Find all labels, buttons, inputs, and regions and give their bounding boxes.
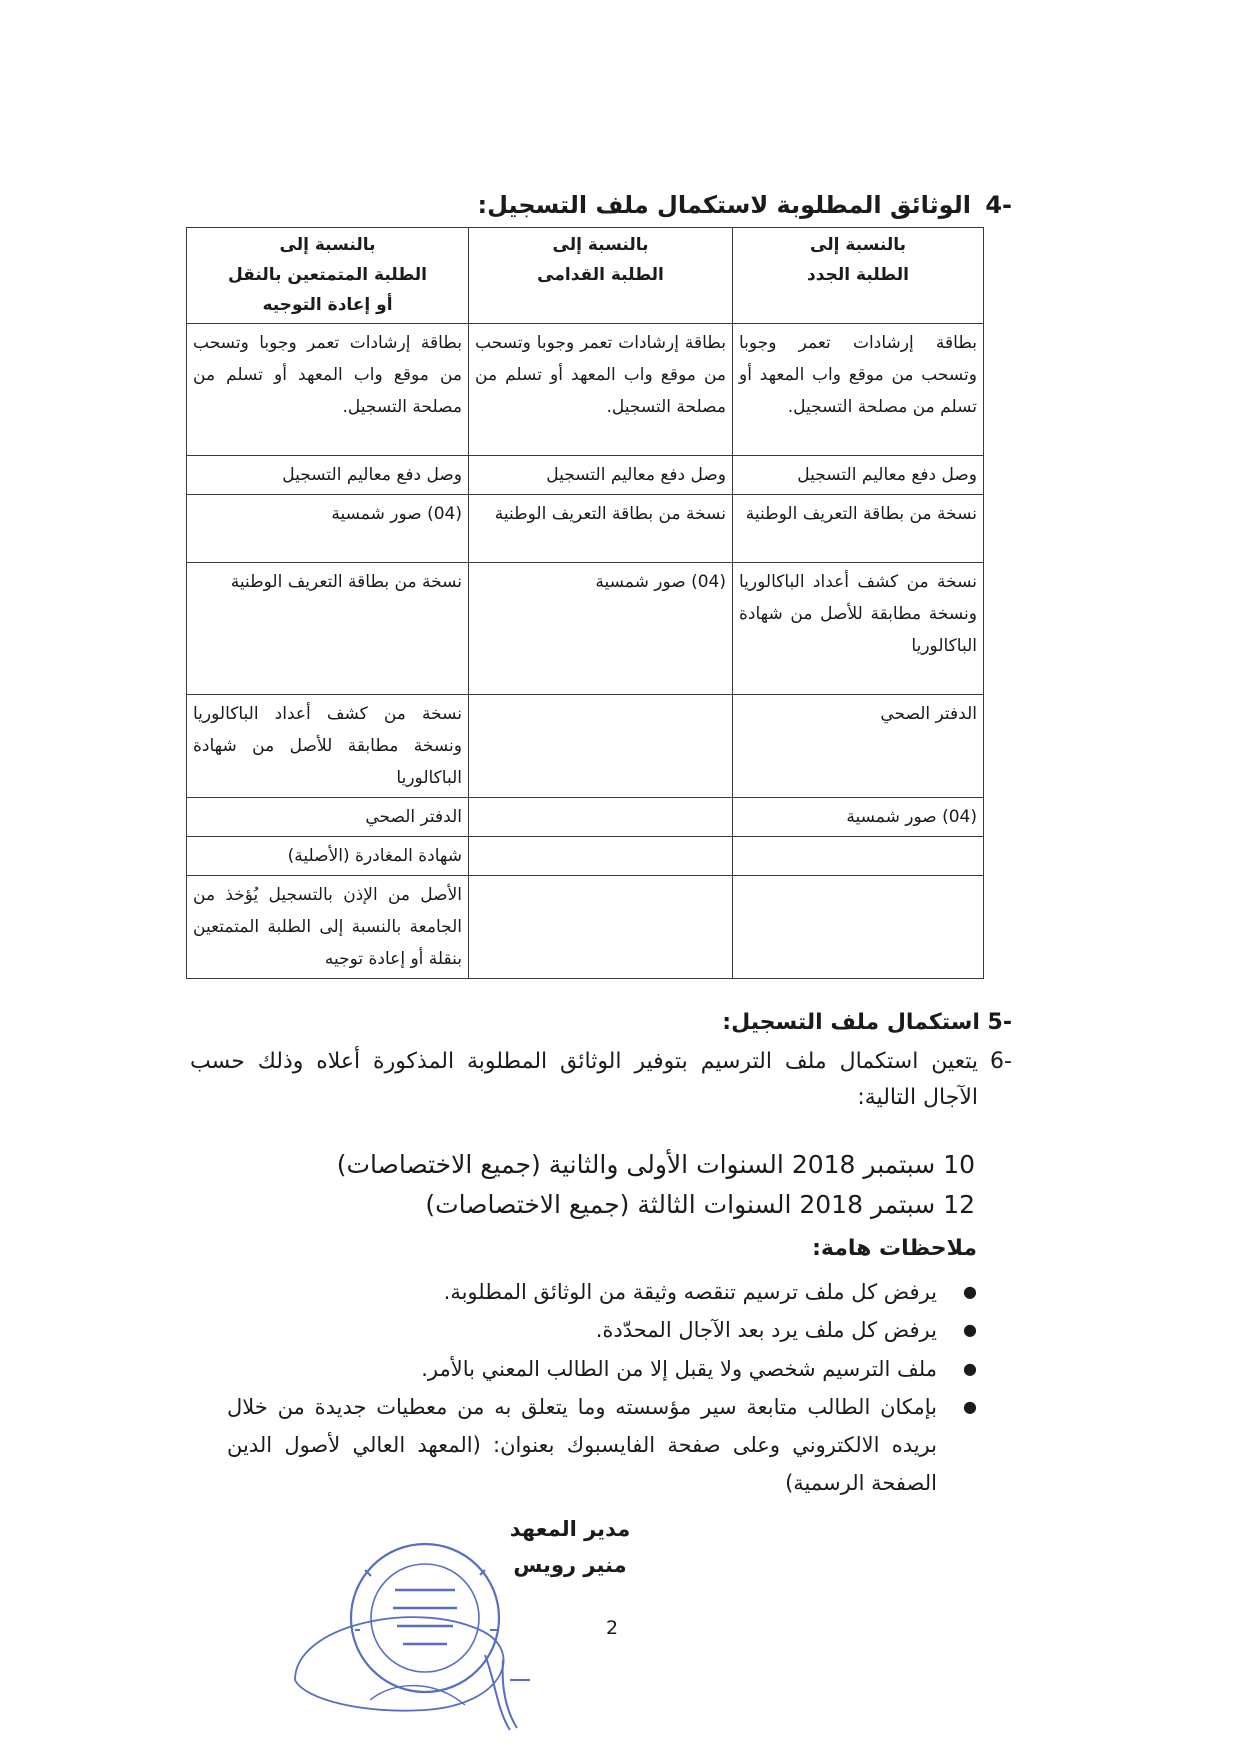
- list-item: [227, 1273, 977, 1311]
- table-cell: الدفتر الصحي: [733, 695, 984, 798]
- table-cell: نسخة من بطاقة التعريف الوطنية: [469, 495, 733, 563]
- table-cell: الأصل من الإذن بالتسجيل يُؤخذ من الجامعة بالنسبة إلى الطلبة المتمتعين بنقلة أو إعادة توجيه: [187, 876, 469, 979]
- table-cell: [469, 798, 733, 837]
- table-row: [187, 563, 984, 695]
- header-line: بالنسبة إلى: [810, 235, 906, 255]
- table-cell: بطاقة إرشادات تعمر وجوبا وتسحب من موقع واب المعهد أو تسلم من مصلحة التسجيل.: [733, 324, 984, 456]
- director-title: مدير المعهد: [509, 1517, 631, 1541]
- section-4-number: -4: [985, 191, 1012, 219]
- table-cell: (04) صور شمسية: [187, 495, 469, 563]
- section-6-paragraph: [190, 1044, 1012, 1116]
- table-cell: (04) صور شمسية: [469, 563, 733, 695]
- deadline-line: 12 سبتمر 2018 السنوات الثالثة (جميع الاختصاصات): [425, 1190, 975, 1219]
- note-text: يرفض كل ملف يرد بعد الآجال المحدّدة.: [595, 1318, 937, 1342]
- table-cell: نسخة من كشف أعداد الباكالوريا ونسخة مطابقة للأصل من شهادة الباكالوريا: [733, 563, 984, 695]
- table-row: [187, 876, 984, 979]
- table-cell: [733, 837, 984, 876]
- table-row: [187, 456, 984, 495]
- table-cell: وصل دفع معاليم التسجيل: [187, 456, 469, 495]
- table-cell: وصل دفع معاليم التسجيل: [733, 456, 984, 495]
- page-number: 2: [606, 1617, 619, 1639]
- table-cell: شهادة المغادرة (الأصلية): [187, 837, 469, 876]
- director-name: منير رويس: [513, 1553, 627, 1577]
- header-returning-students: [469, 228, 733, 324]
- table-header-row: [187, 228, 984, 324]
- header-line: الطلبة الجدد: [807, 265, 909, 285]
- section-4-heading: [478, 188, 1012, 222]
- notes-heading: ملاحظات هامة:: [812, 1236, 977, 1261]
- header-line: الطلبة القدامى: [537, 265, 664, 285]
- notes-list: [227, 1273, 977, 1502]
- table-cell: [469, 876, 733, 979]
- table-cell: وصل دفع معاليم التسجيل: [469, 456, 733, 495]
- table-cell: [733, 876, 984, 979]
- header-new-students: [733, 228, 984, 324]
- table-row: [187, 695, 984, 798]
- section-5-heading: [722, 1005, 1012, 1041]
- table-cell: (04) صور شمسية: [733, 798, 984, 837]
- table-cell: نسخة من بطاقة التعريف الوطنية: [187, 563, 469, 695]
- table-cell: [469, 695, 733, 798]
- header-line: أو إعادة التوجيه: [262, 295, 393, 315]
- list-item: [227, 1350, 977, 1388]
- list-item: [227, 1388, 977, 1502]
- table-cell: بطاقة إرشادات تعمر وجوبا وتسحب من موقع واب المعهد أو تسلم من مصلحة التسجيل.: [187, 324, 469, 456]
- bullet-icon: ●: [963, 1359, 977, 1378]
- note-text: بإمكان الطالب متابعة سير مؤسسته وما يتعلق به من معطيات جديدة من خلال بريده الالكتروني وعلى صفحة الفايسبوك بعنوان: (المعهد العالي لأصول الدين الصفحة الرسمية): [227, 1395, 937, 1495]
- table-row: [187, 324, 984, 456]
- section-4-title: الوثائق المطلوبة لاستكمال ملف التسجيل:: [477, 191, 971, 219]
- table-cell: نسخة من كشف أعداد الباكالوريا ونسخة مطابقة للأصل من شهادة الباكالوريا: [187, 695, 469, 798]
- table-cell: بطاقة إرشادات تعمر وجوبا وتسحب من موقع واب المعهد أو تسلم من مصلحة التسجيل.: [469, 324, 733, 456]
- section-5-number: -5: [987, 1010, 1012, 1035]
- official-stamp-icon: [275, 1530, 545, 1740]
- note-text: يرفض كل ملف ترسيم تنقصه وثيقة من الوثائق المطلوبة.: [443, 1280, 937, 1304]
- table-row: [187, 837, 984, 876]
- deadline-line: 10 سبتمبر 2018 السنوات الأولى والثانية (جميع الاختصاصات): [336, 1150, 975, 1179]
- header-line: الطلبة المتمتعين بالنقل: [227, 265, 427, 285]
- section-5-title: استكمال ملف التسجيل:: [722, 1010, 980, 1035]
- table-cell: نسخة من بطاقة التعريف الوطنية: [733, 495, 984, 563]
- table-cell: الدفتر الصحي: [187, 798, 469, 837]
- note-text: ملف الترسيم شخصي ولا يقبل إلا من الطالب المعني بالأمر.: [421, 1357, 937, 1381]
- table-cell: [469, 837, 733, 876]
- section-6-number: -6: [990, 1049, 1012, 1074]
- header-line: بالنسبة إلى: [552, 235, 649, 255]
- list-item: [227, 1311, 977, 1349]
- header-transfer-students: [187, 228, 469, 324]
- table-row: [187, 495, 984, 563]
- bullet-icon: ●: [963, 1397, 977, 1416]
- section-6-text: يتعين استكمال ملف الترسيم بتوفير الوثائق المطلوبة المذكورة أعلاه وذلك حسب الآجال التالية:: [190, 1049, 978, 1110]
- required-documents-table: [186, 227, 984, 979]
- table-row: [187, 798, 984, 837]
- header-line: بالنسبة إلى: [279, 235, 376, 255]
- bullet-icon: ●: [963, 1320, 977, 1339]
- bullet-icon: ●: [963, 1282, 977, 1301]
